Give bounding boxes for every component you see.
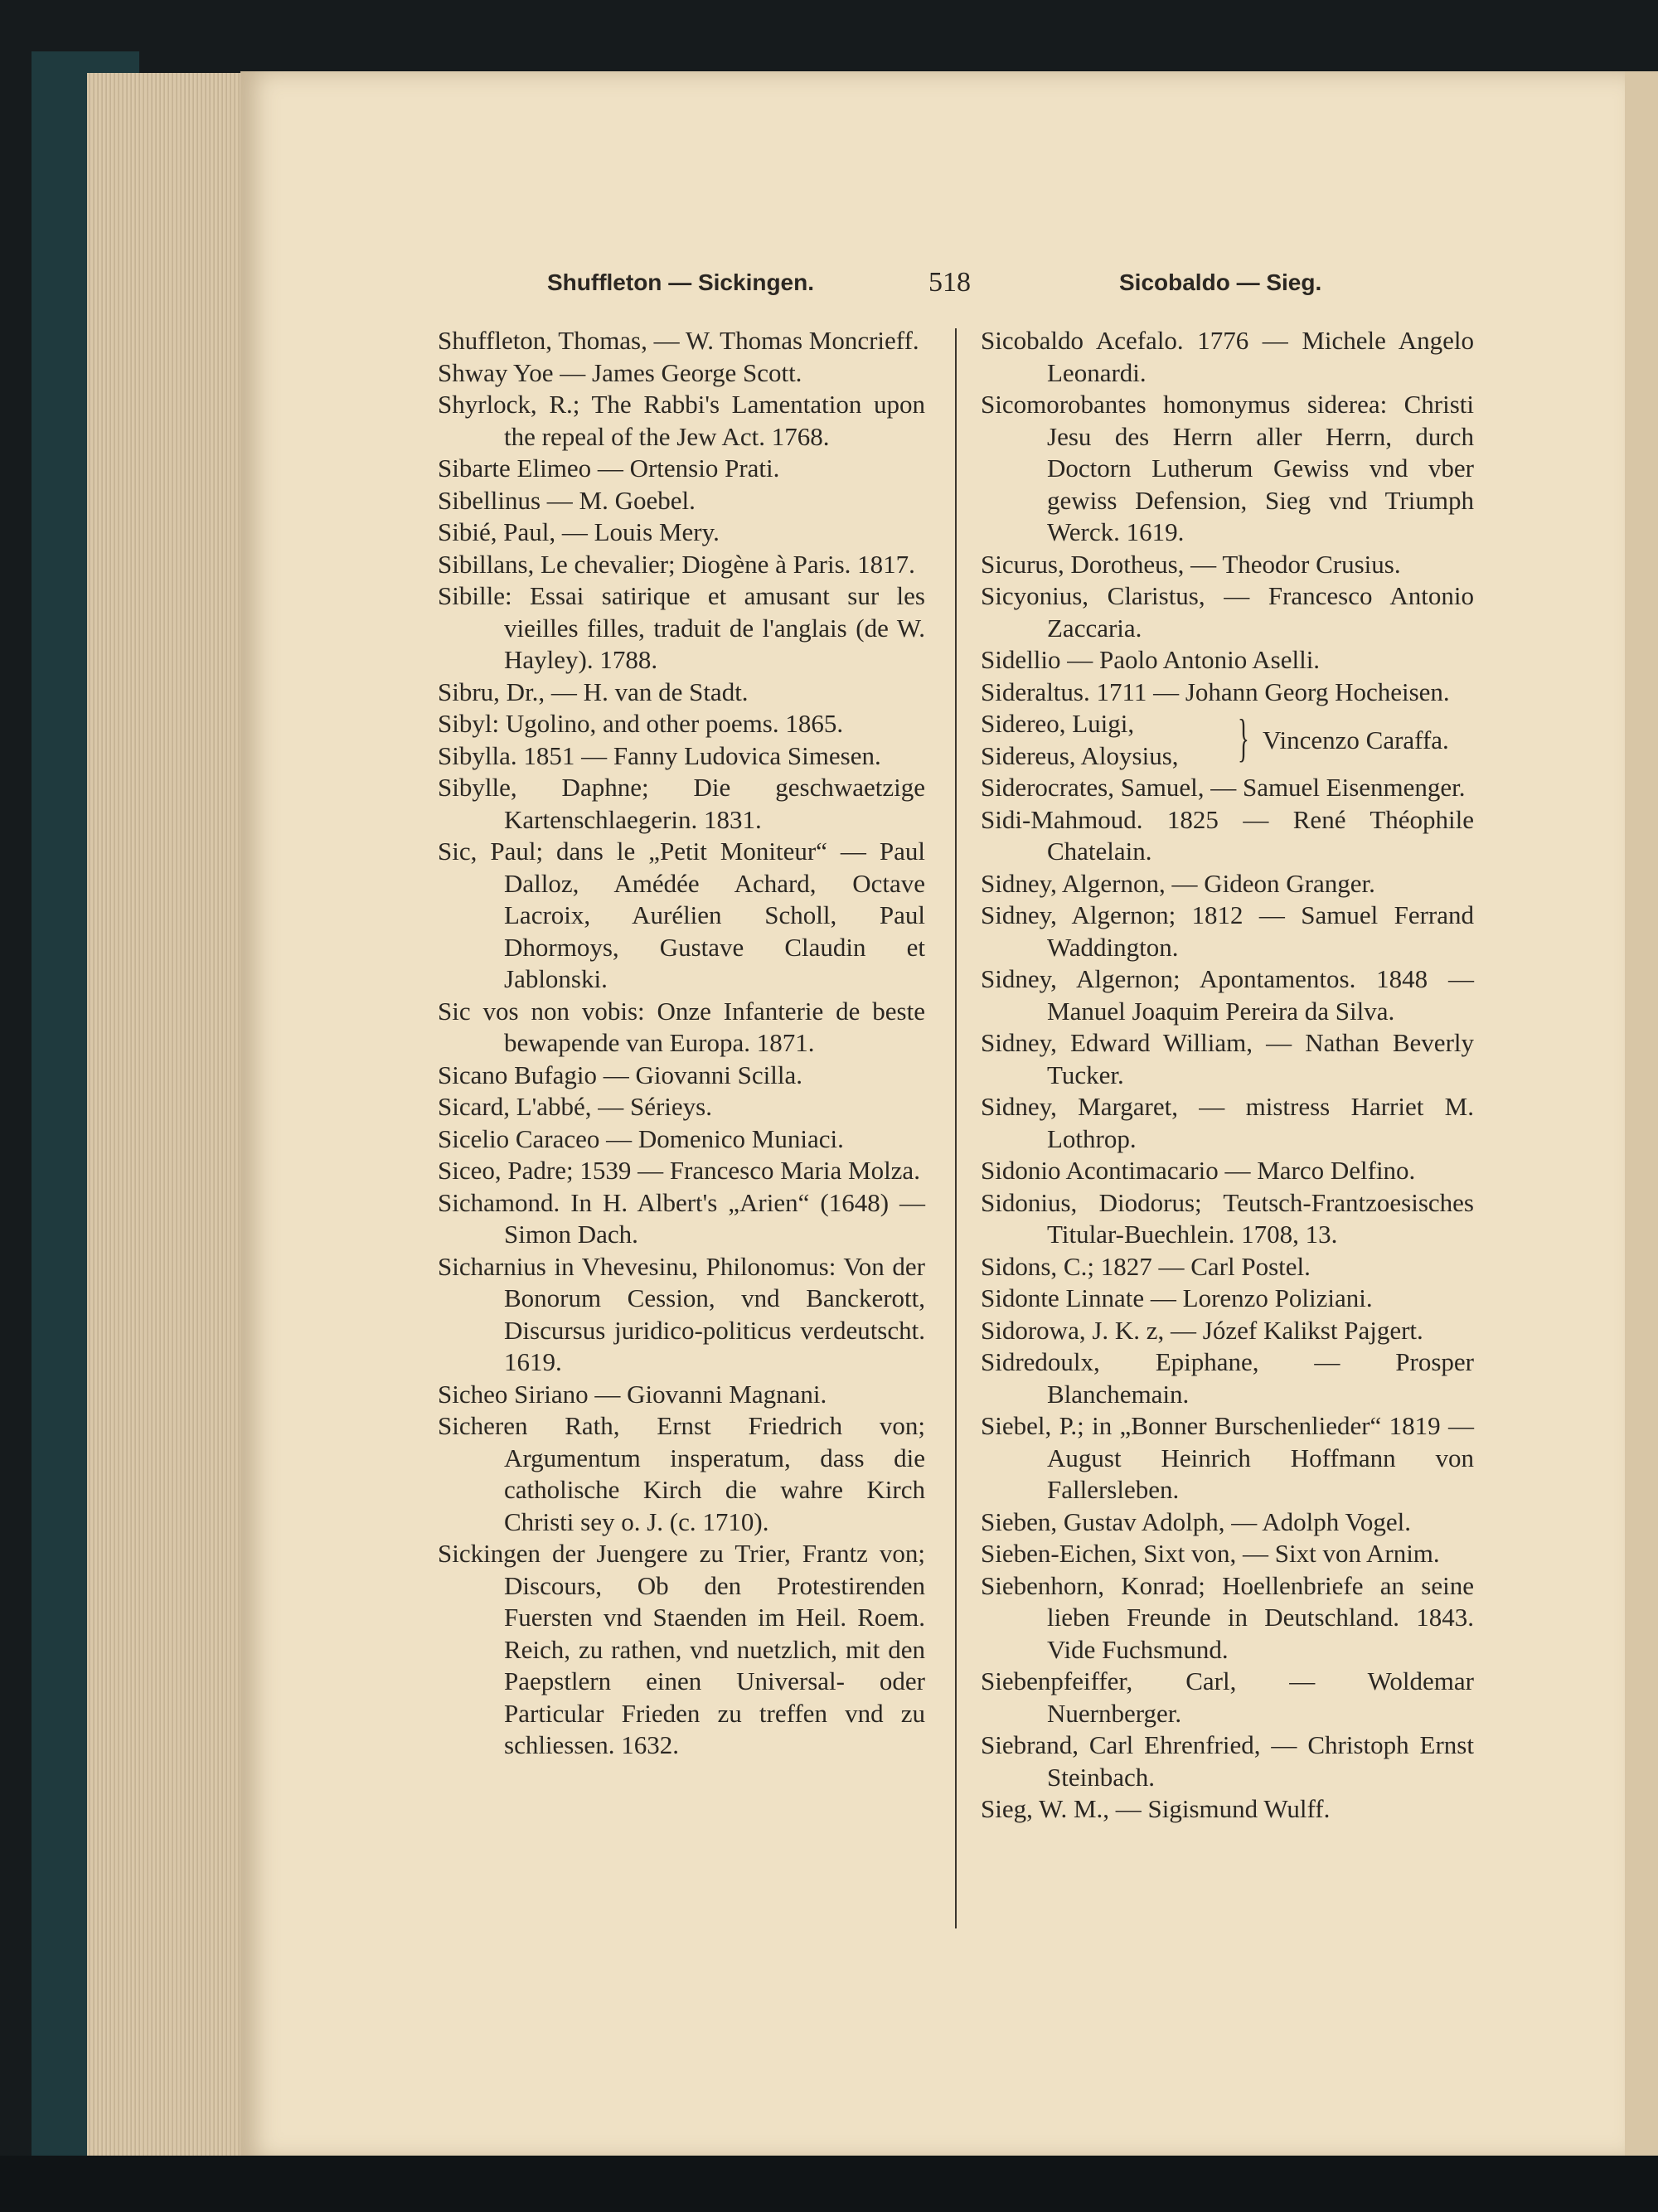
facing-page-edge <box>1625 71 1658 2194</box>
entry: Sidons, C.; 1827 — Carl Postel. <box>981 1251 1311 1281</box>
entry: Sibillans, Le chevalier; Diogène à Paris. 1817. <box>438 549 915 579</box>
running-head-left: Shuffleton — Sickingen. <box>547 269 815 295</box>
entry: Sidney, Algernon, — Gideon Granger. <box>981 868 1375 898</box>
entry: Sieg, W. M., — Sigismund Wulff. <box>981 1794 1331 1823</box>
column-divider <box>955 328 957 1928</box>
entry: Sieben-Eichen, Sixt von, — Sixt von Arnim. <box>981 1539 1440 1568</box>
entry: Sidorowa, J. K. z, — Józef Kalikst Pajgert. <box>981 1315 1423 1345</box>
page-stack-edge <box>87 73 245 2162</box>
entry: Sibru, Dr., — H. van de Stadt. <box>438 677 749 706</box>
entry: Siceo, Padre; 1539 — Francesco Maria Molza. <box>438 1156 920 1185</box>
entry: Sic, Paul; dans le „Petit Moniteur“ — Paul Dalloz, Amédée Achard, Octave Lacroix, Aurélien Scholl, Paul Dhormoys, Gustave Claudin et Jablonski. <box>438 837 925 993</box>
entry: Sidonio Acontimacario — Marco Delfino. <box>981 1156 1416 1185</box>
entry: Sicobaldo Acefalo. 1776 — Michele Angelo Leonardi. <box>981 326 1474 387</box>
right-column <box>981 325 1474 1826</box>
entry: Sibylle, Daphne; Die geschwaetzige Kartenschlaegerin. 1831. <box>438 773 925 834</box>
left-column <box>438 325 925 1762</box>
entry: Sibille: Essai satirique et amusant sur les vieilles filles, traduit de l'anglais (de W. Hayley). 1788. <box>438 581 925 674</box>
entry: Sibylla. 1851 — Fanny Ludovica Simesen. <box>438 740 881 770</box>
running-head-right: Sicobaldo — Sieg. <box>1119 269 1322 295</box>
entry: Sidney, Edward William, — Nathan Beverly Tucker. <box>981 1028 1474 1089</box>
brace-entry-line-1: Sidereo, Luigi, <box>981 709 1135 738</box>
entry: Sidi-Mahmoud. 1825 — René Théophile Chatelain. <box>981 804 1474 866</box>
entry: Sicurus, Dorotheus, — Theodor Crusius. <box>981 549 1401 579</box>
entry: Sieben, Gustav Adolph, — Adolph Vogel. <box>981 1506 1411 1536</box>
brace-entry-target: Vincenzo Caraffa. <box>1263 725 1449 754</box>
entry: Sidonius, Diodorus; Teutsch-Frantzoesisches Titular-Buechlein. 1708, 13. <box>981 1187 1474 1249</box>
entry: Sicelio Caraceo — Domenico Muniaci. <box>438 1123 844 1153</box>
entry: Sideraltus. 1711 — Johann Georg Hocheisen. <box>981 677 1450 706</box>
entry: Sicano Bufagio — Giovanni Scilla. <box>438 1060 802 1089</box>
entry: Sibié, Paul, — Louis Mery. <box>438 517 720 546</box>
entry: Sicomorobantes homonymus siderea: Christi Jesu des Herrn aller Herrn, durch Doctorn Lutherum Gewiss vnd vber gewiss Defension, Sieg vnd Triumph Werck. 1619. <box>981 390 1474 546</box>
brace-entry-line-2: Sidereus, Aloysius, <box>981 740 1179 770</box>
entry: Sicheren Rath, Ernst Friedrich von; Argumentum insperatum, dass die catholische Kirch die wahre Kirch Christi sey o. J. (c. 1710). <box>438 1411 925 1536</box>
entry: Sidney, Margaret, — mistress Harriet M. Lothrop. <box>981 1092 1474 1153</box>
entry: Siebenpfeiffer, Carl, — Woldemar Nuernberger. <box>981 1666 1474 1728</box>
page-number: 518 <box>928 267 971 298</box>
entry: Sibyl: Ugolino, and other poems. 1865. <box>438 709 844 738</box>
entry: Sichamond. In H. Albert's „Arien“ (1648) — Simon Dach. <box>438 1187 925 1249</box>
entry: Siebrand, Carl Ehrenfried, — Christoph Ernst Steinbach. <box>981 1730 1474 1792</box>
entry: Shuffleton, Thomas, — W. Thomas Moncrieff. <box>438 326 919 355</box>
entry: Shway Yoe — James George Scott. <box>438 357 802 387</box>
entry: Sic vos non vobis: Onze Infanterie de beste bewapende van Europa. 1871. <box>438 996 925 1057</box>
entry: Sidellio — Paolo Antonio Aselli. <box>981 645 1321 674</box>
entry: Sidney, Algernon; 1812 — Samuel Ferrand Waddington. <box>981 900 1474 962</box>
entry: Sicharnius in Vhevesinu, Philonomus: Von der Bonorum Cession, vnd Banckerott, Discursus juridico-politicus verdeutscht. 1619. <box>438 1251 925 1376</box>
entry: Siebenhorn, Konrad; Hoellenbriefe an seine lieben Freunde in Deutschland. 1843. Vide Fuchsmund. <box>981 1570 1474 1664</box>
curly-brace-icon: } <box>1238 708 1249 767</box>
entry: Siderocrates, Samuel, — Samuel Eisenmenger. <box>981 773 1466 802</box>
entry: Sibarte Elimeo — Ortensio Prati. <box>438 454 780 483</box>
entry: Sidney, Algernon; Apontamentos. 1848 — Manuel Joaquim Pereira da Silva. <box>981 964 1474 1026</box>
entry: Sidredoulx, Epiphane, — Prosper Blanchemain. <box>981 1347 1474 1409</box>
entry: Shyrlock, R.; The Rabbi's Lamentation upon the repeal of the Jew Act. 1768. <box>438 390 925 451</box>
entry: Sicard, L'abbé, — Sérieys. <box>438 1092 712 1121</box>
entry: Sidonte Linnate — Lorenzo Poliziani. <box>981 1283 1373 1312</box>
entry: Sicheo Siriano — Giovanni Magnani. <box>438 1379 827 1409</box>
brace-entry <box>981 708 1474 772</box>
background-band <box>0 2156 1658 2212</box>
entry: Sibellinus — M. Goebel. <box>438 485 696 515</box>
entry: Siebel, P.; in „Bonner Burschenlieder“ 1819 — August Heinrich Hoffmann von Fallersleben. <box>981 1411 1474 1504</box>
entry: Sickingen der Juengere zu Trier, Frantz von; Discours, Ob den Protestirenden Fuersten vnd Staenden im Heil. Roem. Reich, zu rathen, vnd nuetzlich, mit den Paepstlern einen Universal- oder Particular Frieden zu treffen vnd zu schliessen. 1632. <box>438 1539 925 1759</box>
entry: Sicyonius, Claristus, — Francesco Antonio Zaccaria. <box>981 581 1474 643</box>
